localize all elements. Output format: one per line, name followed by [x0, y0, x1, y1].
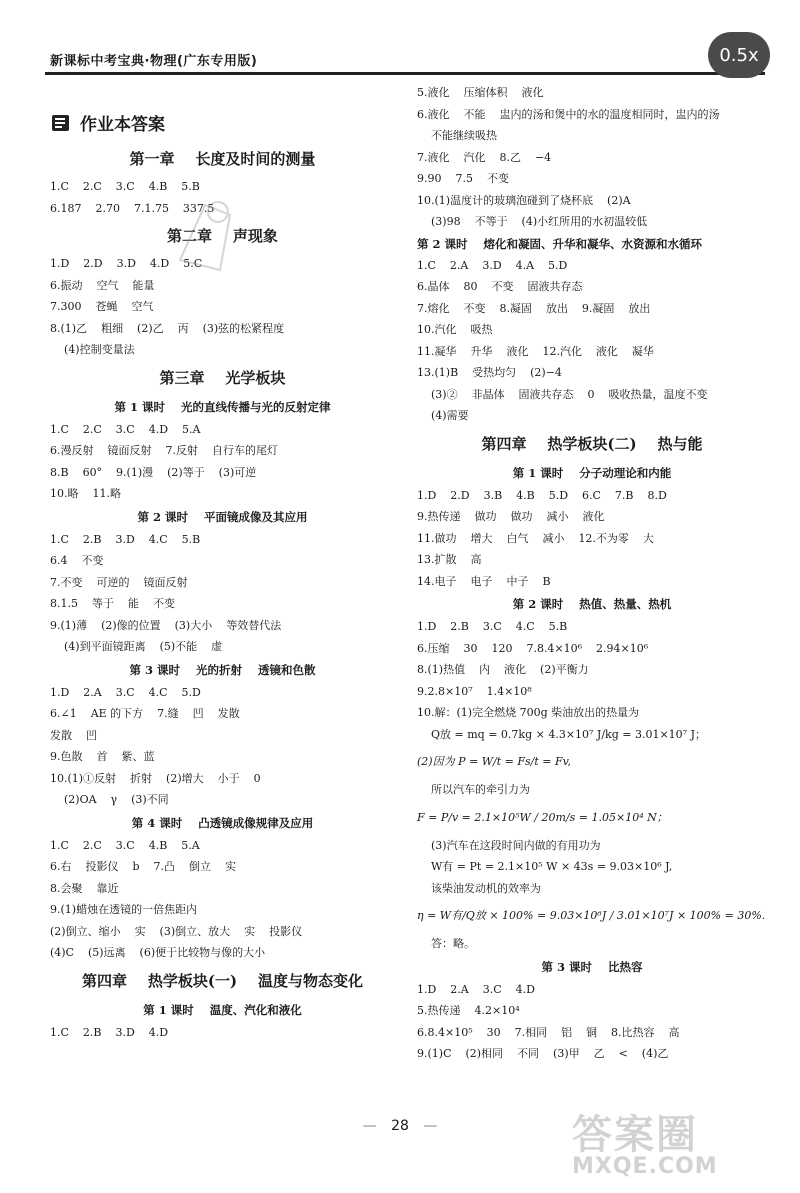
answer-line: (4)到平面镜距离 (5)不能 虚 [64, 640, 223, 653]
book-title: 新课标中考宝典·物理(广东专用版) [50, 54, 258, 69]
answer-line: 1.D 2.A 3.C 4.D [417, 982, 535, 996]
lesson-heading: 第 2 课时 热值、热量、热机 [512, 597, 672, 611]
answer-line: 9.(1)薄 (2)像的位置 (3)大小 等效替代法 [50, 618, 282, 632]
answer-line: 7.不变 可逆的 镜面反射 [50, 575, 188, 589]
formula-line: (2)因为 P = W/t = Fs/t = Fv, [417, 755, 571, 768]
answer-line: 1.D 2.B 3.C 4.C 5.B [417, 620, 568, 633]
answer-line: 6.漫反射 镜面反射 7.反射 自行车的尾灯 [50, 444, 278, 457]
answer-line: (4)控制变量法 [64, 343, 135, 356]
chapter-heading: 第四章 热学板块(一) 温度与物态变化 [82, 971, 363, 990]
chapter-heading: 第三章 光学板块 [159, 368, 286, 387]
formula-line: F = P/v = 2.1×10⁵W / 20m/s = 1.05×10⁴ N； [417, 810, 668, 824]
answer-line: 该柴油发动机的效率为 [431, 881, 541, 895]
answer-line: 14.电子 电子 中子 B [417, 574, 551, 588]
answer-line: 11.凝华 升华 液化 12.汽化 液化 凝华 [417, 344, 654, 358]
answer-line: Q放 = mq = 0.7kg × 4.3×10⁷ J/kg = 3.01×10⁷ J； [431, 727, 706, 741]
answer-line: 10.汽化 吸热 [417, 323, 493, 336]
answer-line: (4)C (5)远离 (6)便于比较物与像的大小 [50, 946, 266, 959]
answer-line: 8.(1)热值 内 液化 (2)平衡力 [417, 663, 589, 676]
watermark-url: MXQE.COM [572, 1154, 718, 1179]
answer-line: W有 = Pt = 2.1×10⁵ W × 43s = 9.03×10⁶ J, [431, 860, 673, 873]
answer-line: (3)汽车在这段时间内做的有用功为 [431, 838, 601, 852]
answer-line: 1.C 2.C 3.C 4.D 5.A [50, 422, 201, 436]
answer-line: 8.1.5 等于 能 不变 [50, 597, 175, 610]
answer-line: 6.∠1 AE 的下方 7.缝 凹 发散 [50, 707, 240, 720]
lesson-heading: 第 2 课时 平面镜成像及其应用 [137, 509, 308, 524]
answer-line: (3)98 不等于 (4)小红所用的水初温较低 [431, 215, 648, 228]
answer-line: 答：略。 [431, 937, 475, 950]
answer-line: (4)需要 [431, 409, 469, 422]
page-dash-left: — [362, 1118, 377, 1134]
lesson-heading: 第 1 课时 分子动理论和内能 [512, 465, 672, 480]
stamp-watermark [160, 190, 250, 290]
lesson-heading: 第 3 课时 比热容 [541, 959, 643, 974]
page-dash-right: — [423, 1118, 438, 1134]
answer-line: 9.色散 首 紫、蓝 [50, 750, 155, 763]
page-number-text: 28 [391, 1118, 409, 1134]
answer-line: 9.90 7.5 不变 [417, 172, 509, 185]
answer-line: 不能继续吸热 [431, 129, 497, 142]
answer-line: 8.B 60° 9.(1)漫 (2)等于 (3)可逆 [50, 465, 257, 479]
answer-line: 9.热传递 做功 做功 减小 液化 [417, 510, 605, 523]
answer-line: 9.2.8×10⁷ 1.4×10⁸ [417, 684, 532, 698]
formula-line: η = W有/Q放 × 100% = 9.03×10⁶J / 3.01×10⁷J × 100% = 30%. [417, 909, 766, 922]
answer-line: (3)② 非晶体 固液共存态 0 吸收热量，温度不变 [431, 387, 708, 401]
right-column [417, 82, 767, 1065]
zoom-level-badge[interactable]: 0.5x [708, 32, 770, 78]
lesson-heading: 第 3 课时 光的折射 透镜和色散 [129, 662, 316, 677]
answer-line: 5.热传递 4.2×10⁴ [417, 1004, 520, 1017]
answer-line: 1.D 2.D 3.D 4.D 5.C [50, 257, 203, 270]
answer-line: 13.扩散 高 [417, 553, 482, 566]
answer-line: 10.(1)温度计的玻璃泡碰到了烧杯底 (2)A [417, 193, 631, 207]
section-heading [50, 102, 395, 142]
chapter-heading: 第一章 长度及时间的测量 [129, 150, 316, 168]
page-header [0, 0, 800, 75]
answer-line: 7.300 苍蝇 空气 [50, 300, 154, 313]
answer-line: 9.(1)C (2)相同 不同 (3)甲 乙 < (4)乙 [417, 1047, 669, 1060]
site-watermark [572, 1103, 782, 1183]
answer-line: 7.液化 汽化 8.乙 −4 [417, 150, 552, 164]
answer-line: 1.C 2.A 3.D 4.A 5.D [417, 258, 568, 272]
answer-line: 1.C 2.B 3.D 4.D [50, 1025, 169, 1039]
answer-line: 6.187 2.70 7.1.75 337.5 [50, 201, 215, 215]
answer-line: 6.晶体 80 不变 固液共存态 [417, 280, 583, 293]
watermark-logo: 答案圈 [572, 1112, 698, 1158]
answer-line: 6.压缩 30 120 7.8.4×10⁶ 2.94×10⁶ [417, 641, 649, 655]
section-title: 作业本答案 [80, 114, 165, 135]
answer-line: 5.液化 压缩体积 液化 [417, 86, 544, 99]
answer-line: 7.熔化 不变 8.凝固 放出 9.凝固 放出 [417, 301, 651, 315]
lesson-heading: 第 4 课时 凸透镜成像规律及应用 [131, 815, 314, 830]
right-answer-list [417, 82, 767, 1065]
header-rule [45, 72, 765, 75]
book-icon [50, 112, 72, 132]
answer-line: (2)OA γ (3)不同 [64, 793, 169, 806]
answer-line: 8.会聚 靠近 [50, 881, 119, 895]
answer-line: (2)倒立、缩小 实 (3)倒立、放大 实 投影仪 [50, 924, 303, 938]
answer-line: 6.右 投影仪 b 7.凸 倒立 实 [50, 860, 236, 873]
answer-line: 9.(1)蜡烛在透镜的一倍焦距内 [50, 903, 198, 916]
lesson-heading: 第 1 课时 温度、汽化和液化 [143, 1002, 302, 1017]
answer-line: 1.C 2.B 3.D 4.C 5.B [50, 532, 201, 546]
answer-line: 1.C 2.C 3.C 4.B 5.B [50, 180, 200, 193]
answer-line: 6.振动 空气 能量 [50, 278, 155, 292]
answer-line: 10.(1)①反射 折射 (2)增大 小于 0 [50, 771, 261, 785]
answer-line: 所以汽车的牵引力为 [431, 783, 530, 796]
lesson-heading: 第 2 课时 熔化和凝固、升华和凝华、水资源和水循环 [417, 236, 703, 251]
answer-line: 1.C 2.C 3.C 4.B 5.A [50, 838, 200, 852]
answer-line: 10.解：(1)完全燃烧 700g 柴油放出的热量为 [417, 706, 640, 719]
answer-line: 10.略 11.略 [50, 487, 121, 500]
answer-line: 1.D 2.D 3.B 4.B 5.D 6.C 7.B 8.D [417, 488, 667, 502]
answer-line: 8.(1)乙 粗细 (2)乙 丙 (3)弦的松紧程度 [50, 321, 285, 335]
answer-line: 6.液化 不能 盅内的汤和煲中的水的温度相同时，盅内的汤 [417, 107, 720, 121]
answer-line: 1.D 2.A 3.C 4.C 5.D [50, 685, 201, 699]
chapter-heading: 第四章 热学板块(二) 热与能 [481, 434, 703, 453]
answer-line: 11.做功 增大 白气 减小 12.不为零 大 [417, 531, 654, 545]
answer-line: 发散 凹 [50, 728, 97, 742]
answer-line: 13.(1)B 受热均匀 (2)−4 [417, 366, 562, 379]
answer-line: 6.8.4×10⁵ 30 7.相同 铝 铜 8.比热容 高 [417, 1025, 680, 1039]
answer-line: 6.4 不变 [50, 554, 104, 567]
chapter-heading: 第二章 声现象 [167, 227, 278, 245]
lesson-heading: 第 1 课时 光的直线传播与光的反射定律 [114, 399, 331, 414]
